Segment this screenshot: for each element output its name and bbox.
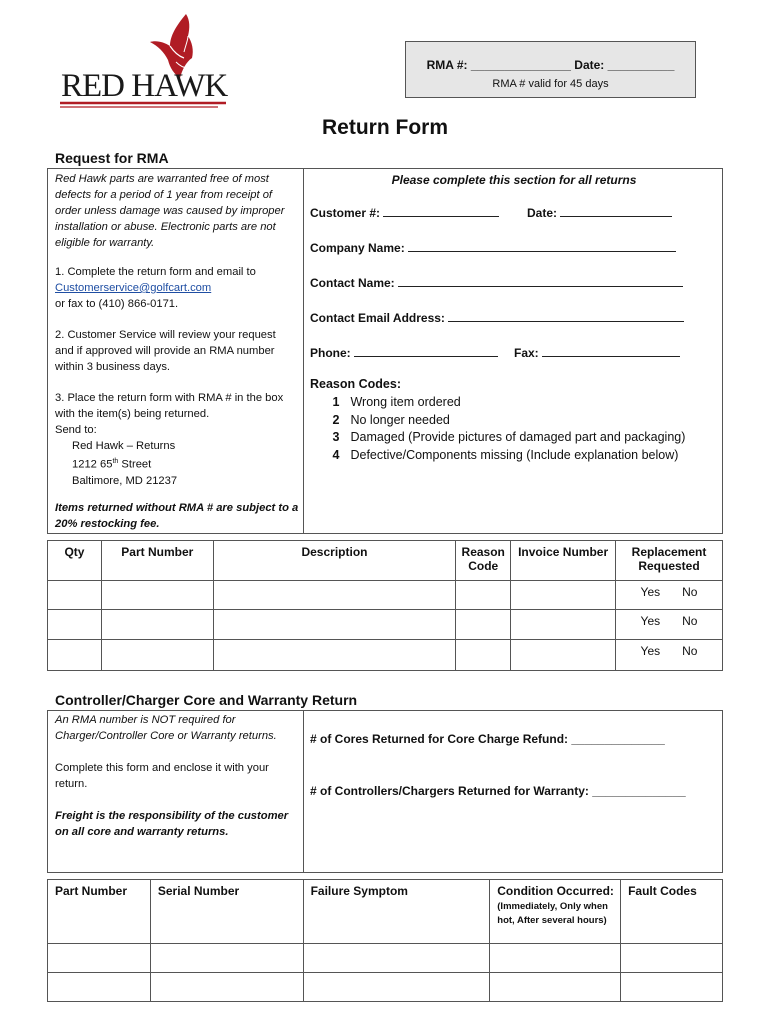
phone-field[interactable]: Phone:: [310, 345, 498, 360]
yes-option[interactable]: Yes: [640, 644, 661, 658]
serial-number-cell[interactable]: [150, 973, 303, 1002]
company-name-field[interactable]: Company Name:: [310, 240, 676, 255]
part-number-cell[interactable]: [101, 581, 213, 610]
contact-email-field[interactable]: Contact Email Address:: [310, 310, 684, 325]
core-section-heading: Controller/Charger Core and Warranty Return: [55, 692, 358, 708]
returns-table: [47, 540, 723, 671]
step-1-text: 1. Complete the return form and email to: [55, 266, 256, 278]
table-header-row: [48, 541, 723, 581]
condition-cell[interactable]: [490, 944, 621, 973]
table-row: [48, 944, 723, 973]
condition-note: (Immediately, Only when hot, After several hours): [497, 901, 608, 926]
step-3: [55, 390, 300, 489]
address-line-3: Baltimore, MD 21237: [72, 474, 178, 487]
replacement-cell: [616, 640, 723, 671]
logo-text: RED HAWK: [61, 68, 228, 104]
reason-code-cell[interactable]: [456, 640, 511, 671]
reason-code-1: 1 Wrong item ordered: [332, 395, 461, 409]
divider: [303, 169, 304, 533]
warranty-text: Red Hawk parts are warranted free of most defects for a period of 1 year from receipt of order unless damage was caused by improper installation or abuse. Electronic parts are not eligible for warranty.: [55, 173, 285, 249]
table-row: [48, 610, 723, 640]
request-section-heading: Request for RMA: [55, 150, 169, 166]
description-cell[interactable]: [213, 610, 456, 640]
qty-cell[interactable]: [48, 581, 102, 610]
customer-service-email-link[interactable]: Customerservice@golfcart.com: [55, 282, 212, 294]
reason-codes-heading: Reason Codes:: [310, 377, 401, 391]
table-row: [48, 581, 723, 610]
table-row: [48, 640, 723, 671]
part-number-cell[interactable]: [101, 610, 213, 640]
col-serial-number: Serial Number: [150, 880, 303, 944]
col-qty: Qty: [48, 541, 102, 581]
fault-codes-cell[interactable]: [621, 944, 723, 973]
invoice-number-cell[interactable]: [511, 610, 616, 640]
invoice-number-cell[interactable]: [511, 581, 616, 610]
step-3-text: 3. Place the return form with RMA # in the box with the item(s) being returned.: [55, 392, 284, 420]
part-number-cell[interactable]: [48, 973, 151, 1002]
yes-option[interactable]: Yes: [640, 585, 661, 599]
description-cell[interactable]: [213, 581, 456, 610]
controllers-returned-field[interactable]: # of Controllers/Chargers Returned for Warranty: ______________: [310, 784, 686, 798]
part-number-cell[interactable]: [48, 944, 151, 973]
address-line-2: 1212 65th Street: [72, 458, 152, 471]
cores-returned-field[interactable]: # of Cores Returned for Core Charge Refund: ______________: [310, 732, 665, 746]
no-option[interactable]: No: [682, 585, 698, 599]
fax-field[interactable]: Fax:: [514, 345, 680, 360]
invoice-number-cell[interactable]: [511, 640, 616, 671]
freight-note: Freight is the responsibility of the customer on all core and warranty returns.: [55, 810, 289, 838]
col-reason-code: Reason Code: [456, 541, 511, 581]
col-invoice-number: Invoice Number: [511, 541, 616, 581]
col-replacement-requested: Replacement Requested: [616, 541, 723, 581]
failure-symptom-cell[interactable]: [303, 944, 490, 973]
reason-code-3: 3 Damaged (Provide pictures of damaged part and packaging): [332, 430, 686, 444]
col-fault-codes: Fault Codes: [621, 880, 723, 944]
col-part-number: Part Number: [48, 880, 151, 944]
customer-number-field[interactable]: Customer #:: [310, 205, 499, 220]
rma-number-date-field[interactable]: RMA #: _______________ Date: __________: [426, 58, 675, 72]
col-description: Description: [213, 541, 456, 581]
table-header-row: [48, 880, 723, 944]
fax-number: or fax to (410) 866-0171.: [55, 298, 179, 310]
page-title: Return Form: [322, 116, 448, 139]
replacement-cell: [616, 610, 723, 640]
condition-label: Condition Occurred:: [497, 884, 614, 898]
col-part-number: Part Number: [101, 541, 213, 581]
serial-number-cell[interactable]: [150, 944, 303, 973]
reason-codes-list: [325, 394, 685, 464]
col-condition-occurred: [490, 880, 621, 944]
reason-code-cell[interactable]: [456, 581, 511, 610]
enclose-form-note: Complete this form and enclose it with your return.: [55, 762, 269, 790]
complete-section-note: Please complete this section for all returns: [391, 173, 637, 187]
rma-box: [405, 41, 696, 98]
reason-code-cell[interactable]: [456, 610, 511, 640]
restocking-fee-note: Items returned without RMA # are subject to a 20% restocking fee.: [55, 502, 299, 530]
yes-option[interactable]: Yes: [640, 614, 661, 628]
address-line-1: Red Hawk – Returns: [72, 440, 176, 452]
rma-valid-note: RMA # valid for 45 days: [492, 78, 609, 90]
warranty-table: [47, 879, 723, 1002]
send-to-label: Send to:: [55, 424, 97, 436]
col-failure-symptom: Failure Symptom: [303, 880, 490, 944]
part-number-cell[interactable]: [101, 640, 213, 671]
return-address: [55, 438, 300, 489]
table-row: [48, 973, 723, 1002]
qty-cell[interactable]: [48, 610, 102, 640]
failure-symptom-cell[interactable]: [303, 973, 490, 1002]
request-section-box: [47, 168, 723, 534]
date-field[interactable]: Date:: [527, 205, 672, 220]
step-1: [55, 264, 300, 312]
no-option[interactable]: No: [682, 644, 698, 658]
contact-name-field[interactable]: Contact Name:: [310, 275, 683, 290]
qty-cell[interactable]: [48, 640, 102, 671]
no-option[interactable]: No: [682, 614, 698, 628]
step-2: 2. Customer Service will review your request and if approved will provide an RMA number within 3 business days.: [55, 329, 276, 373]
description-cell[interactable]: [213, 640, 456, 671]
reason-code-4: 4 Defective/Components missing (Include explanation below): [332, 447, 679, 462]
reason-code-2: 2 No longer needed: [332, 412, 450, 427]
rma-not-required-note: An RMA number is NOT required for Charger/Controller Core or Warranty returns.: [55, 714, 277, 742]
condition-cell[interactable]: [490, 973, 621, 1002]
divider: [303, 711, 304, 872]
core-section-box: [47, 710, 723, 873]
replacement-cell: [616, 581, 723, 610]
red-hawk-logo: [58, 12, 233, 112]
fault-codes-cell[interactable]: [621, 973, 723, 1002]
